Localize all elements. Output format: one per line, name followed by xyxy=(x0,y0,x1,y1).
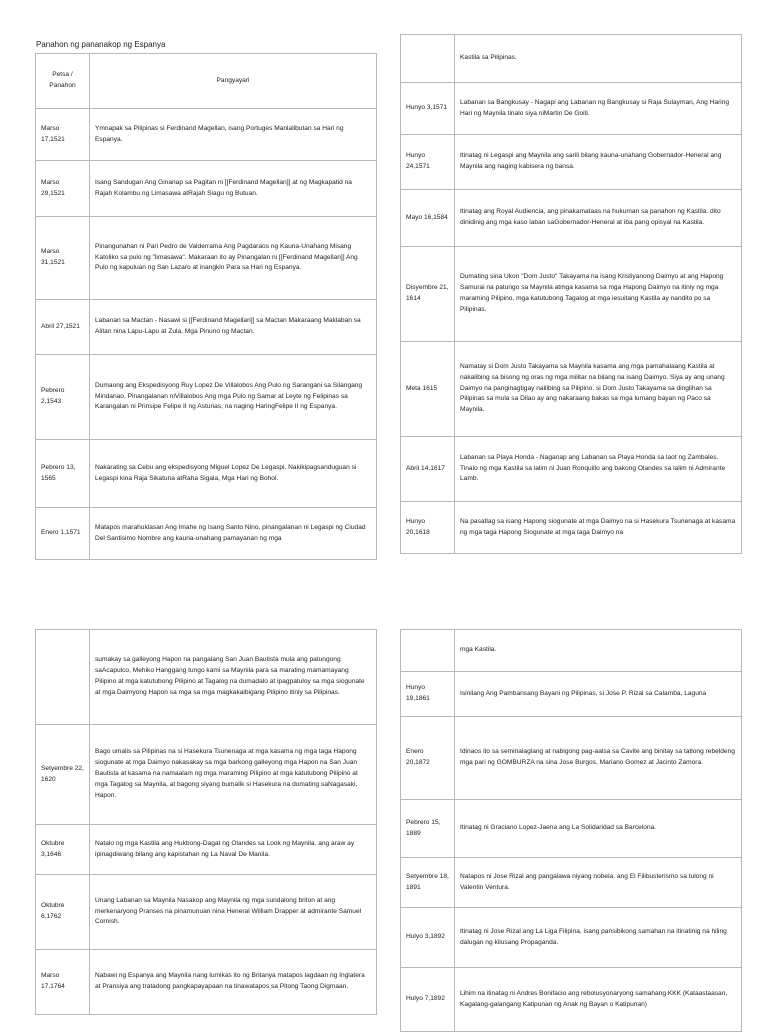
row-event: Natalo ng mga Kastila ang Hukbong-Dagat ng Olandes sa Look ng Maynila. ang araw ay ipinagdiwang bilang ang kapistahan ng La Naval De Manila. xyxy=(90,825,377,875)
row-date: Marso 29,1521 xyxy=(36,161,90,217)
row-date: Pebrero 2,1543 xyxy=(36,355,90,440)
row-event: Unang Labanan sa Maynila Nasakop ang Maynila ng mga sundalong briton at ang merkenaryong Pranses na pinamunuan nina Heneral William Drapper at admirante Samuel Cornish. xyxy=(90,875,377,950)
row-event: Bago umalis sa Pilipinas na si Hasekura Tsunenaga at mga kasama ng mga taga Hapong siogunate at mga Daimyo nakasakay sa mga barkong galleyong mga Hapon na San Juan Bautista at kasama na namaalam ng mga maraming Pilipino at mga katutubong Pilipino at mga Tagalog sa Maynila, at bagong siyang bumalik si Hasekura na dumating saNagasaki, Hapon. xyxy=(90,725,377,825)
header-event: Pangyayari xyxy=(90,54,377,109)
row-event: Pinangunahan ni Pari Pedro de Valderrama Ang Pagdaraos ng Kauna-Unahang Misang Katoliko sa pulo ng "limasawa". Makaraan ito ay Pinangalan ni [[Ferdinand Magellan]] Ang Pulo ng kapuluan ng San Lazaro at inangkin Para sa Hari ng Espanya. xyxy=(90,217,377,300)
row-date: Mayo 16,1584 xyxy=(401,190,455,247)
row-event: Dumating sina Ukon "Dom Justo" Takayama na isang Kristiyanong Daimyo at ang Hapong Samurai na patungo sa Maynila atmga kasama sa mga Hapong Daimyo na itiniy ng mga maraming Pilipino, mga katutubong Tagalog at mga iesuitang Kastila ay nandito po sa Pilipinas. xyxy=(455,247,742,342)
row-date: Setyembre 18, 1891 xyxy=(401,858,455,908)
row-date: Hulyo 3,1892 xyxy=(401,908,455,968)
row-event: Itinatag ni Jose Rizal ang La Liga Filipina, isang pansibikong samahan na itinatinig na hiling dalugan ng kilusang Propaganda. xyxy=(455,908,742,968)
row-date: Setyembre 22, 1620 xyxy=(36,725,90,825)
row-event: Itinatag ni Graciano Lopez-Jaena ang La Solidaridad sa Barcelona. xyxy=(455,800,742,858)
row-event: Dumaong ang Ekspedisyong Ruy Lopez De Villalobos Ang Pulo ng Sarangani sa Silangang Mindanao. Pinangalanan niVillalobos Ang mga Pulo ng Samar at Leyte ng Felipinas sa Karangalan ni Prinsipe Felipe II ng Asturias, na naging HaringFelipe II ng Espanya. xyxy=(90,355,377,440)
row-date: Hunyo 24,1571 xyxy=(401,135,455,190)
row-event: mga Kastila. xyxy=(455,630,742,672)
timeline-table-2 xyxy=(400,34,742,554)
row-event: Itinatag ni Legaspi ang Maynila ang sarili bilang kauna-unahang Gobernador-Heneral ang Maynila ang naging kabisera ng bansa. xyxy=(455,135,742,190)
row-event: Labanan sa Playa Honda - Naganap ang Labanan sa Playa Honda sa laot ng Zambales. Tinalo ng mga Kastila sa lalim ni Juan Ronquillo ang bakong Olandes sa lalim ni Admirante Lamb. xyxy=(455,437,742,502)
timeline-table-1 xyxy=(35,53,377,560)
row-event: Natapos ni Jose Rizal ang pangalawa niyang nobela. ang El Filibusterismo sa tulong ni Valentin Ventura. xyxy=(455,858,742,908)
row-event: Namatay si Dom Justo Takayama sa Maynila kasama ang mga pamahalaang Kastila at nakalibing sa bisong ng oras ng mga militar na bilang na isang Daimyo. Siya ay ang unang Daimyo na panginagtigay nailibing sa Pilipino. si Dom Justo Takayama sa dinglihan sa Pilipinas sa mula sa Dilao ay ang nakaraang bakas sa mga lumang bayan ng Paco sa Maynila. xyxy=(455,342,742,437)
row-event: Nakarating sa Cebu ang ekspedisyong Miguel Lopez De Legaspi. Nakikipagsanduguan si Legaspi kina Raja Sikatuna atRaha Sigala, Mga Hari ng Bohol. xyxy=(90,440,377,508)
row-date: Enero 20,1872 xyxy=(401,717,455,800)
row-date xyxy=(401,35,455,83)
row-date xyxy=(401,630,455,672)
row-event: Isinilang Ang Pambansang Bayani ng Pilipinas, si Jose P. Rizal sa Calamba, Laguna xyxy=(455,672,742,717)
row-date: Pebrero 13, 1565 xyxy=(36,440,90,508)
row-event: Labanan sa Mactan - Nasawi si [[Ferdinand Magellan]] sa Mactan Makaraang Maklaban sa Alitan nina Lapu-Lapu at Zula, Mga Pinuno ng Mactan. xyxy=(90,300,377,355)
row-event: Labanan sa Bangkusay - Nagapi ang Labanan ng Bangkusay si Raja Sulayman, Ang Haring Hari ng Maynila tinalo siya niMartin De Goiti. xyxy=(455,83,742,135)
row-event: Matapos marahuklasan Ang Imahe ng Isang Santo Nino, pinangalanan ni Legaspi ng Ciudad Del Santisimo Nombre ang kauna-unahang pamayanan ng mga xyxy=(90,508,377,560)
row-date: Marso 17,1764 xyxy=(36,950,90,1015)
row-date: Marso 17,1521 xyxy=(36,109,90,161)
row-date: Pebrero 15, 1889 xyxy=(401,800,455,858)
row-event: Na pasatlag sa isang Hapong siogunate at mga Daimyo na si Hasekura Tsunenaga at kasama ng mga taga Hapong Siogunate at mga taga Daimyo na xyxy=(455,502,742,554)
row-event: Itinatag ang Royal Audiencia, ang pinakamataas na hukuman sa panahon ng Kastila. dito dinidinig ang mga kaso laban saGobernador-Heneral at iba pang opisyal na Kastila. xyxy=(455,190,742,247)
row-date: Hunyo 19,1861 xyxy=(401,672,455,717)
row-date: Marso 31,1521 xyxy=(36,217,90,300)
row-date: Hulyo 7,1892 xyxy=(401,968,455,1032)
row-date: Disyembre 21, 1614 xyxy=(401,247,455,342)
row-date: Oktubre 3,1646 xyxy=(36,825,90,875)
row-date: Hunyo 20,1618 xyxy=(401,502,455,554)
header-date: Petsa / Panahon xyxy=(36,54,90,109)
row-event: Nabawi ng Espanya ang Maynila nang lumikas ito ng Britanya matapos lagdaan ng Inglatera at Pransiya ang tratadong pangkapayapaan na tinawatapos sa Pitong Taong Digmaan. xyxy=(90,950,377,1015)
row-date: Abril 27,1521 xyxy=(36,300,90,355)
row-date: Abril 14,1617 xyxy=(401,437,455,502)
row-date: Hunyo 3,1571 xyxy=(401,83,455,135)
row-date: Enero 1,1571 xyxy=(36,508,90,560)
row-event: Kastila sa Pilipinas. xyxy=(455,35,742,83)
row-event: Ymnapak sa Pilipinas si Ferdinand Magellan, isang Portuges Manlalibutan sa Hari ng Espanya. xyxy=(90,109,377,161)
row-event: sumakay sa galleyong Hapon na pangalang San Juan Bautista mula ang patungong saAcapulco, Mehiko Hanggang tungo kami sa Maynila para sa marating mamamayang Pilipino at mga katutubong Pilipino at Tagalog na dumadalo at ipagpatuloy sa mga siogunate at mga Daimyong Hapon sa mga sa mga magkakaibigang Pilipino itiniy sa Pilipinas. xyxy=(90,630,377,725)
page-title: Panahon ng pananakop ng Espanya xyxy=(36,40,166,49)
row-date xyxy=(36,630,90,725)
row-event: Lihim na itinatag ni Andres Bonifacio ang rebolusyonaryong samahang KKK (Kataastaasan, Kagalang-galangang Katipunan ng Anak ng Bayan o Katipunan) xyxy=(455,968,742,1032)
row-event: Idinaos ito sa seminalaglang at nabigong pag-aalsa sa Cavite ang binitay sa tatlong rebeldeng mga pari ng GOMBURZA na sina Jose Burgos, Mariano Gomez at Jacinto Zamora. xyxy=(455,717,742,800)
row-event: Isang Sandugan Ang Ginanap sa Pagitan ni [[Ferdinand Magellan]] at ng Magkapatid na Rajah Kolambu ng Limasawa atRajah Siagu ng Butuan. xyxy=(90,161,377,217)
row-date: Oktubre 6,1762 xyxy=(36,875,90,950)
timeline-table-4 xyxy=(400,629,742,1032)
timeline-table-3 xyxy=(35,629,377,1015)
row-date: Meta 1615 xyxy=(401,342,455,437)
